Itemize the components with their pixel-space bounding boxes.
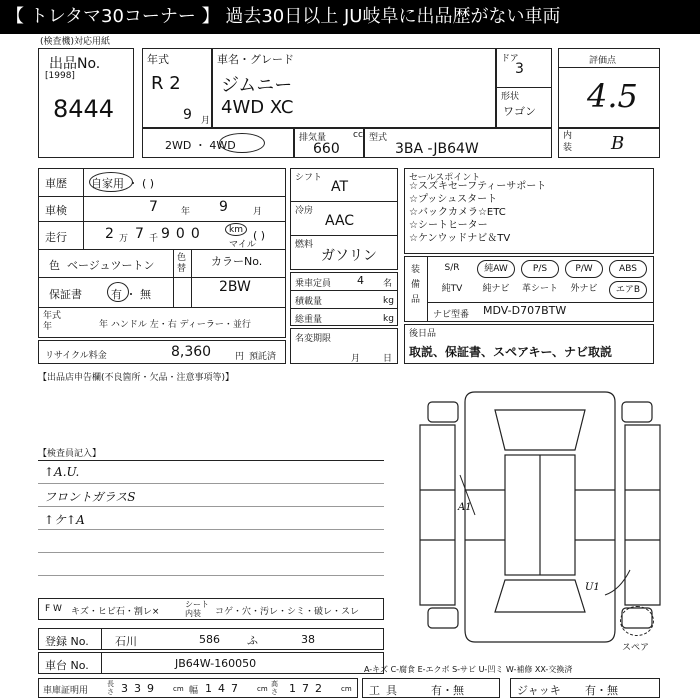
equip-abs: ABS — [609, 260, 647, 278]
warranty-circle — [107, 282, 129, 302]
sales-point-item: ☆バックカメラ☆ETC — [409, 207, 506, 218]
interior-box — [558, 128, 660, 158]
tools-box — [362, 678, 500, 698]
capacity-unit: 名 — [383, 279, 393, 289]
vehicle-info-box — [38, 168, 286, 338]
mileage-sen: 7 — [135, 226, 144, 242]
equip-extnavi: 外ナビ — [570, 284, 598, 294]
cert-height-label: 高さ — [271, 680, 278, 696]
model-code-value: 3BA -JB64W — [395, 141, 479, 157]
weight-label: 総重量 — [295, 315, 323, 325]
shape-value: ワゴン — [503, 105, 536, 118]
sales-point-item: ☆シートヒーター — [409, 220, 488, 231]
color-change-2: 替 — [177, 264, 187, 274]
cert-label: 車庫証明用 — [43, 686, 89, 696]
equip-sr: S/R — [444, 263, 460, 273]
recycle-box — [38, 340, 286, 364]
model-label: 車名・グレード — [217, 53, 294, 66]
color-code: 2BW — [219, 279, 251, 295]
model-code-label: 型式 — [369, 133, 388, 143]
mileage-man: 2 — [105, 226, 114, 242]
year-month: 9 — [183, 107, 192, 123]
diagram-mark-a1: A1 — [458, 502, 472, 513]
jack-box — [510, 678, 660, 698]
fw-text: キズ・ヒビ石・割レ× — [71, 607, 160, 617]
navi-value: MDV-D707BTW — [483, 304, 567, 317]
load-unit: kg — [383, 296, 394, 306]
displacement-unit: cc — [353, 130, 363, 140]
warranty-value: 有 ・ 無 — [111, 288, 151, 301]
lot-number: 8444 — [53, 95, 115, 123]
after-label: 後日品 — [409, 329, 437, 339]
fuel-label: 燃料 — [295, 240, 314, 250]
shaken-label-1: 年式 — [43, 311, 62, 321]
chassis-box — [38, 652, 384, 674]
score-label: 評価点 — [589, 56, 617, 66]
inspection-month-unit: 月 — [253, 207, 263, 217]
year-era: R — [151, 73, 164, 94]
equip-leather: 革シート — [521, 284, 558, 294]
recycle-value: 8,360 — [171, 344, 212, 360]
inspector-label: 【検査員記入】 — [38, 449, 102, 459]
interior-value: B — [611, 133, 625, 154]
fw-text2: コゲ・穴・汚レ・シミ・破レ・スレ — [215, 607, 360, 617]
fw-seat-1: シート — [185, 600, 209, 609]
cert-width-label: 幅 — [189, 686, 199, 696]
fw-box — [38, 598, 384, 620]
banner: 【 トレタマ30コーナー 】 過去30日以上 JU岐阜に出品歴がない車両 — [0, 0, 700, 34]
warranty-label: 保証書 — [49, 288, 82, 301]
lot-box — [38, 48, 134, 158]
interior-label-1: 内 — [563, 131, 573, 141]
capacity-box — [290, 272, 398, 326]
cert-length: 339 — [121, 682, 160, 695]
fw-seat-2: 内装 — [185, 609, 201, 618]
displacement-label: 排気量 — [299, 133, 327, 143]
model-name: ジムニー — [221, 75, 293, 96]
equip-airbag: エアB — [609, 281, 647, 299]
interior-label-2: 装 — [563, 143, 573, 153]
shift-value: AT — [331, 179, 349, 195]
sales-points-box — [404, 168, 654, 254]
lot-label: 出品No. — [49, 56, 101, 72]
chassis-label: 車台 No. — [45, 659, 89, 672]
mileage-label: 走行 — [45, 231, 67, 244]
equipment-label-1: 装 — [411, 265, 421, 275]
sales-points-label: セールスポイント — [409, 173, 481, 183]
history-circle — [89, 172, 133, 192]
top-cut-text: (検査機)対応用紙 — [40, 37, 111, 47]
cert-width-unit: cm — [257, 685, 268, 693]
equip-navi: 純ナビ — [482, 284, 510, 294]
drive-box — [142, 128, 294, 158]
tools-label: 工具 — [369, 684, 403, 697]
damage-legend: A-キズ C-腐食 E-エクボ S-サビ U-凹ミ W-補修 XX-交換済 — [364, 665, 573, 674]
inspection-label: 車検 — [45, 204, 67, 217]
km-circle — [225, 223, 247, 236]
jack-value: 有・無 — [585, 684, 618, 697]
inspection-year-unit: 年 — [181, 207, 191, 217]
mileage-man-unit: 万 — [119, 234, 129, 244]
registration-kana: ふ — [247, 634, 258, 647]
doors-label: ドア — [501, 54, 519, 64]
fuel-value: ガソリン — [321, 248, 377, 264]
registration-box — [38, 628, 384, 650]
inspector-line: ↑ケ↑A — [44, 513, 85, 527]
year-value: 2 — [169, 73, 181, 94]
mileage-paren: ( ) — [253, 229, 266, 242]
history-value: 自家用 ・ ( ) — [91, 177, 155, 190]
model-box — [212, 48, 496, 128]
color-label: 色 — [49, 259, 60, 272]
shift-label: シフト — [295, 173, 323, 183]
model-code-box — [364, 128, 552, 158]
fw-label: F W — [45, 604, 62, 614]
registration-class: 586 — [199, 633, 220, 646]
capacity-label: 乗車定員 — [295, 279, 332, 289]
displacement-value: 660 — [313, 141, 340, 157]
color-code-label: カラーNo. — [211, 255, 263, 268]
weight-unit: kg — [383, 314, 394, 324]
shape-label: 形状 — [501, 92, 520, 102]
mileage-mile: マイル — [229, 240, 256, 250]
sales-point-item: ☆プッシュスタート — [409, 194, 498, 205]
name-change-label: 名変期限 — [295, 334, 332, 344]
equipment-box — [404, 256, 654, 322]
aircon-value: AAC — [325, 213, 355, 229]
cert-width: 147 — [205, 682, 244, 695]
name-change-month: 月 — [351, 354, 361, 364]
navi-label: ナビ型番 — [433, 310, 470, 320]
drive-options: 2WD ・ 4WD — [165, 139, 236, 152]
score-value: 4.5 — [587, 77, 638, 115]
name-change-day: 日 — [383, 354, 393, 364]
mileage-rest: 900 — [161, 226, 206, 242]
sales-point-item: ☆スズキセーフティーサポート — [409, 181, 547, 192]
declaration-label: 【出品店申告欄(不良箇所・欠品・注意事項等)】 — [38, 373, 235, 383]
tools-value: 有・無 — [431, 684, 464, 697]
year-month-unit: 月 — [201, 116, 211, 126]
mileage-sen-unit: 千 — [149, 234, 159, 244]
inspection-year: 7 — [149, 199, 158, 215]
recycle-label: リサイクル料金 — [45, 351, 107, 361]
capacity-value: 4 — [357, 274, 364, 287]
after-value: 取説、保証書、スペアキー、ナビ取説 — [409, 345, 613, 359]
color-value: ベージュツートン — [67, 259, 155, 272]
equip-aw: 純AW — [477, 260, 515, 278]
name-change-box — [290, 328, 398, 364]
score-box — [558, 48, 660, 128]
lot-year-code: [1998] — [45, 71, 75, 81]
jack-label: ジャッキ — [517, 684, 561, 697]
diagram-mark-u1: U1 — [585, 582, 600, 593]
equip-ps: P/S — [521, 260, 559, 278]
door-box — [496, 48, 552, 128]
load-label: 積載量 — [295, 297, 323, 307]
spec-box — [290, 168, 398, 270]
after-box — [404, 324, 654, 364]
history-label: 車歴 — [45, 177, 67, 190]
inspection-month: 9 — [219, 199, 228, 215]
shaken-text: 年 ハンドル 左・右 ディーラー・並行 — [99, 320, 251, 330]
year-box — [142, 48, 212, 128]
spare-label: スペア — [622, 643, 650, 653]
model-grade: 4WD XC — [221, 97, 294, 118]
registration-number: 38 — [301, 633, 315, 646]
equipment-label-3: 品 — [411, 295, 421, 305]
cert-length-unit: cm — [173, 685, 184, 693]
inspector-line: ↑A.U. — [44, 465, 80, 479]
chassis-value: JB64W-160050 — [175, 657, 257, 670]
color-change-1: 色 — [177, 253, 187, 263]
mileage-km: km — [229, 225, 243, 235]
shaken-label-2: 年 — [43, 322, 53, 332]
registration-label: 登録 No. — [45, 635, 89, 648]
year-label: 年式 — [147, 53, 169, 66]
drive-circle — [219, 133, 265, 153]
cert-length-label: 長さ — [107, 680, 114, 696]
displacement-box — [294, 128, 364, 158]
sales-point-item: ☆ケンウッドナビ＆TV — [409, 233, 511, 244]
equip-tv: 純TV — [441, 284, 463, 294]
recycle-note: 預託済 — [249, 352, 277, 362]
doors-value: 3 — [515, 61, 524, 77]
sales-points-list — [409, 180, 546, 245]
cert-height: 172 — [289, 682, 328, 695]
equipment-label-2: 備 — [411, 280, 421, 290]
aircon-label: 冷房 — [295, 206, 314, 216]
recycle-unit: 円 — [235, 352, 245, 362]
cert-box — [38, 678, 358, 698]
equip-pw: P/W — [565, 260, 603, 278]
inspector-line: フロントガラスS — [44, 490, 136, 504]
cert-height-unit: cm — [341, 685, 352, 693]
spare-circle — [620, 606, 654, 636]
registration-pref: 石川 — [115, 635, 137, 648]
